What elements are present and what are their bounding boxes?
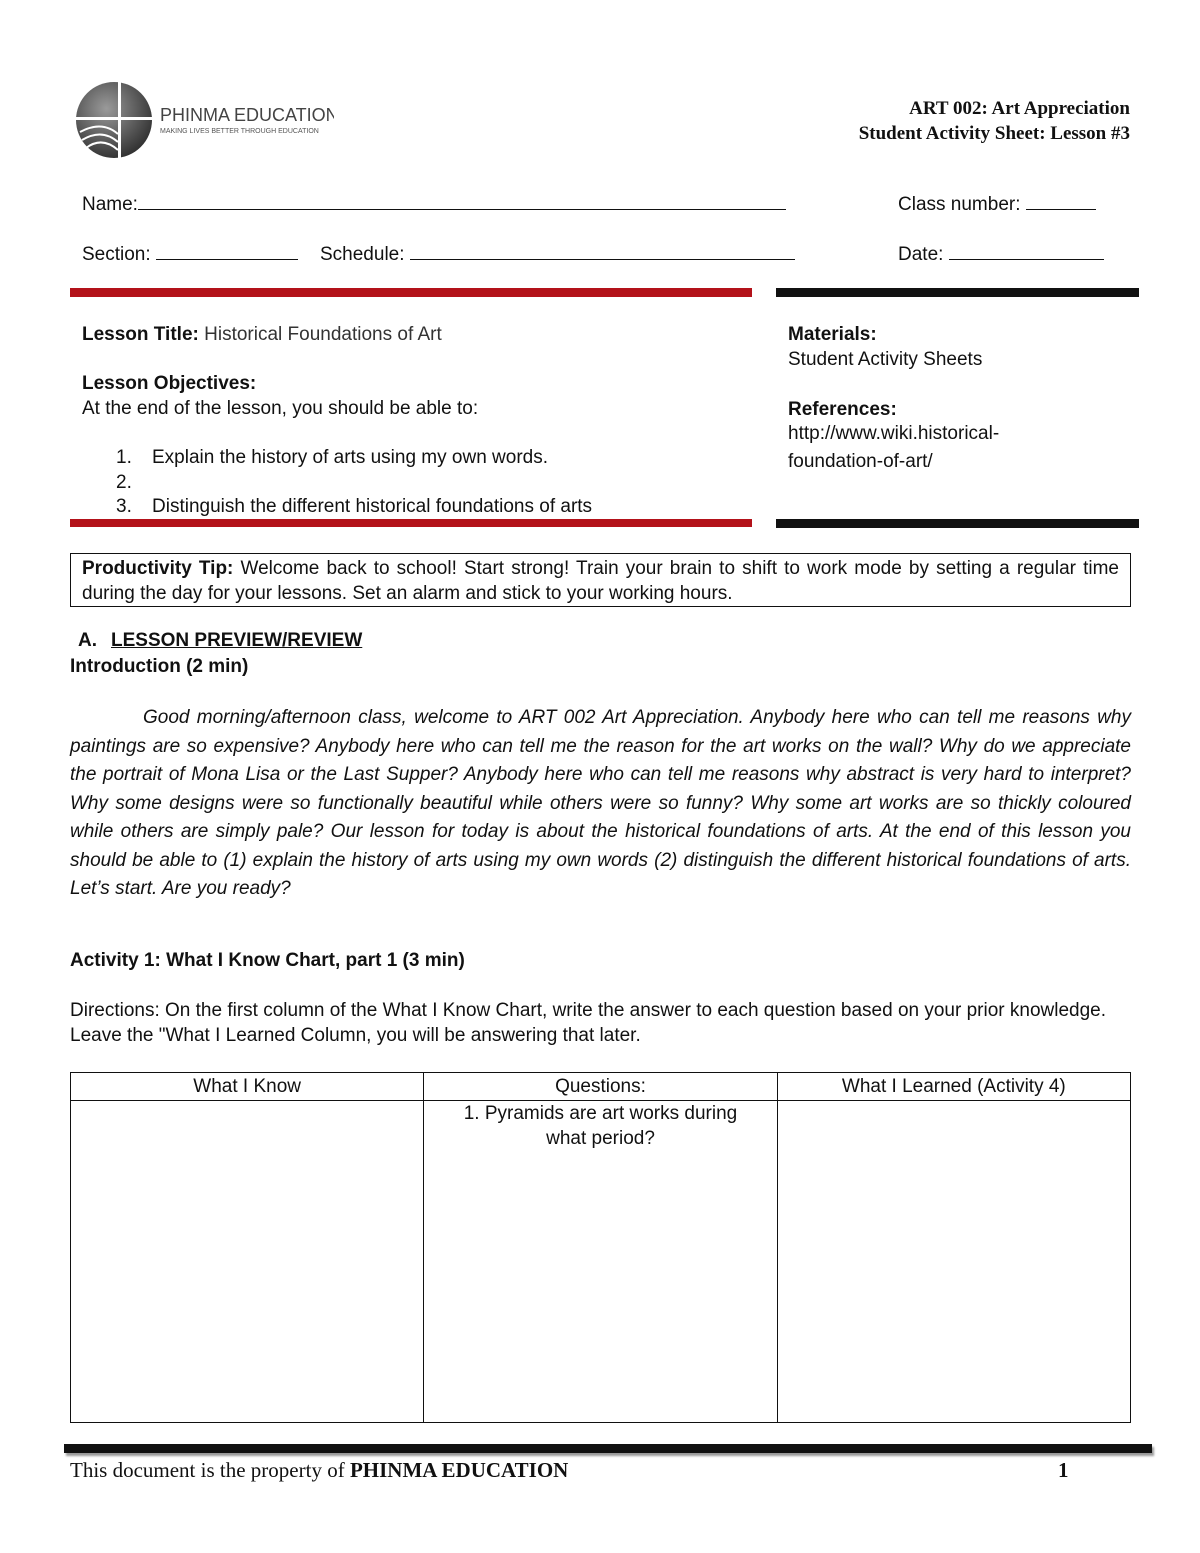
objective-number: 1.: [116, 447, 132, 468]
section-a-heading: [78, 630, 362, 652]
objectives-label: Lesson Objectives:: [82, 373, 257, 394]
header-what-i-know: What I Know: [71, 1073, 424, 1101]
objective-item: [0, 445, 742, 470]
tip-text: Welcome back to school! Start strong! Train your brain to shift to work mode by setting a regular time during the day for your lessons. Set an alarm and stick to your working hours.: [82, 558, 1119, 604]
objective-number: 3.: [116, 496, 132, 517]
page-number: 1: [1058, 1458, 1069, 1482]
objectives-intro: At the end of the lesson, you should be able to:: [82, 398, 479, 419]
schedule-line[interactable]: [410, 240, 795, 260]
objectives-list: [0, 445, 742, 519]
materials-value: Student Activity Sheets: [788, 349, 983, 370]
lesson-title-value: Historical Foundations of Art: [204, 324, 442, 345]
what-i-know-chart: [70, 1072, 1131, 1423]
schedule-field[interactable]: [320, 240, 795, 266]
phinma-logo: [74, 80, 334, 160]
chart-row: [71, 1101, 1131, 1423]
objective-item: [0, 494, 742, 519]
lesson-title-line: [82, 322, 742, 347]
name-line[interactable]: [138, 190, 786, 210]
references-label: References:: [788, 399, 897, 420]
footer-org: PHINMA EDUCATION: [349, 1458, 569, 1482]
date-label: Date:: [898, 244, 944, 265]
bottom-red-bar: [70, 519, 752, 527]
schedule-label: Schedule:: [320, 244, 405, 265]
intro-heading: Introduction (2 min): [70, 656, 249, 677]
section-line[interactable]: [156, 240, 298, 260]
references-link-line2[interactable]: foundation-of-art/: [788, 451, 933, 472]
svg-text:MAKING LIVES BETTER THROUGH ED: MAKING LIVES BETTER THROUGH EDUCATION: [160, 128, 319, 135]
header-what-i-learned: What I Learned (Activity 4): [777, 1073, 1130, 1101]
course-title-block: [859, 96, 1130, 146]
svg-text:PHINMA EDUCATION: PHINMA EDUCATION: [160, 105, 334, 125]
header-questions: Questions:: [424, 1073, 777, 1101]
footer-bar: [64, 1444, 1152, 1453]
lesson-info: [82, 322, 742, 519]
course-title: ART 002: Art Appreciation: [909, 98, 1130, 119]
tip-label: Productivity Tip:: [82, 558, 234, 579]
references-link-line1[interactable]: http://www.wiki.historical-: [788, 423, 1000, 444]
what-i-learned-cell[interactable]: [777, 1101, 1130, 1423]
objective-text: Explain the history of arts using my own words.: [152, 447, 549, 468]
class-number-field[interactable]: [898, 190, 1096, 216]
lesson-title-label: Lesson Title:: [82, 324, 199, 345]
chart-header-row: [71, 1073, 1131, 1101]
activity1-directions: Directions: On the first column of the What I Know Chart, write the answer to each question based on your prior knowledge. Leave the "What I Learned Column, you will be answering that later.: [70, 1000, 1107, 1046]
phinma-logo-mark: [74, 80, 334, 160]
productivity-tip-box: [70, 553, 1131, 607]
top-red-bar: [70, 288, 752, 297]
footer-text: [70, 1458, 568, 1483]
question-cell: 1. Pyramids are art works during what period?: [424, 1101, 777, 1423]
class-number-line[interactable]: [1026, 190, 1096, 210]
intro-text: Good morning/afternoon class, welcome to ART 002 Art Appreciation. Anybody here who can tell me reasons why paintings are so expensive? Anybody here who can tell me the reason for the art works on the wall? Why do we appreciate the portrait of Mona Lisa or the Last Supper? Anybody here who can tell me reasons why abstract is very hard to interpret? Why some designs were so functionally beautiful while others were so funny? Why some art works are so thickly coloured while others are simply pale? Our lesson for today is about the historical foundations of arts. At the end of this lesson you should be able to (1) explain the history of arts using my own words (2) distinguish the different historical foundations of arts. Let’s start. Are you ready?: [70, 707, 1131, 899]
name-field[interactable]: [82, 190, 786, 216]
bottom-black-bar: [776, 519, 1139, 528]
footer-prefix: This document is the property of: [70, 1458, 350, 1482]
objective-item: [0, 470, 742, 495]
section-field[interactable]: [82, 240, 298, 266]
activity1-heading: Activity 1: What I Know Chart, part 1 (3 min): [70, 950, 465, 971]
section-label: Section:: [82, 244, 151, 265]
materials-info: [788, 322, 1128, 476]
date-line[interactable]: [949, 240, 1104, 260]
class-number-label: Class number:: [898, 194, 1021, 215]
section-letter: A.: [78, 630, 97, 651]
objective-text: Distinguish the different historical foundations of arts: [152, 496, 593, 517]
top-black-bar: [776, 288, 1139, 297]
sheet-title: Student Activity Sheet: Lesson #3: [858, 123, 1130, 144]
section-title: LESSON PREVIEW/REVIEW: [111, 630, 363, 651]
name-label: Name:: [82, 194, 138, 215]
date-field[interactable]: [898, 240, 1104, 266]
objective-number: 2.: [116, 471, 132, 493]
materials-label: Materials:: [788, 324, 877, 345]
references-link[interactable]: [788, 420, 1128, 476]
what-i-know-cell[interactable]: [71, 1101, 424, 1423]
